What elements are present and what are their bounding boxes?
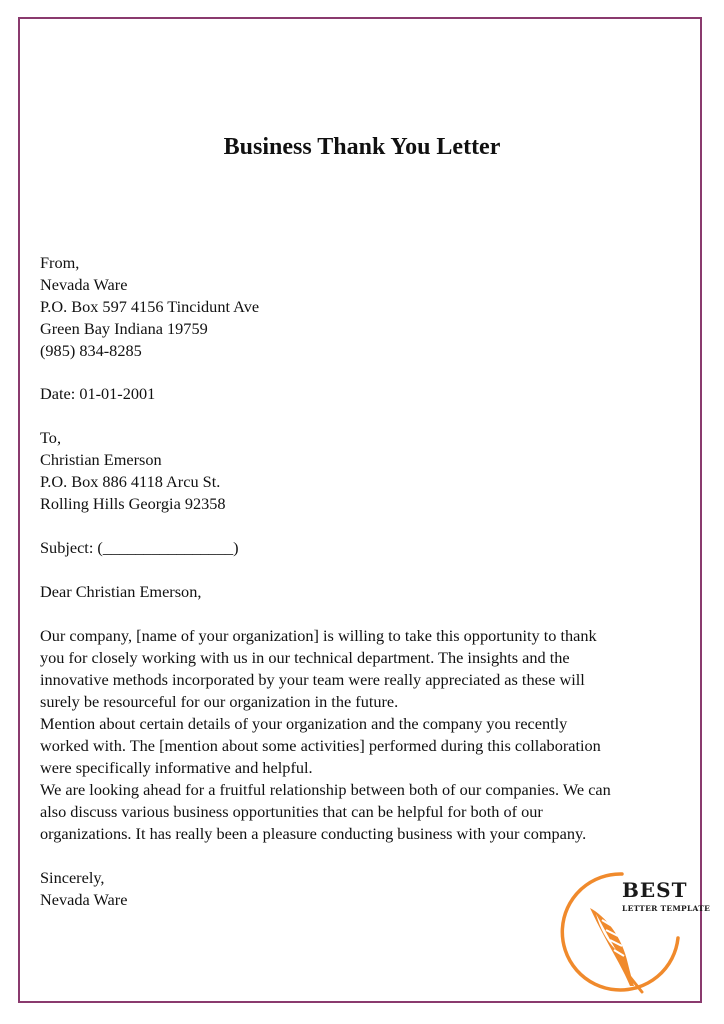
logo-title: BEST	[622, 878, 688, 902]
recipient-name: Christian Emerson	[40, 450, 162, 469]
quill-feather-icon	[590, 908, 642, 992]
recipient-address-line1: P.O. Box 886 4118 Arcu St.	[40, 472, 221, 491]
body-line: were specifically informative and helpful.	[40, 758, 313, 777]
letter-body	[40, 625, 690, 845]
logo-subtitle: LETTER TEMPLATE	[622, 904, 711, 913]
date-block	[40, 383, 690, 405]
recipient-block	[40, 427, 690, 515]
closing: Sincerely,	[40, 868, 105, 887]
body-line: surely be resourceful for our organization in the future.	[40, 692, 399, 711]
sender-address-line2: Green Bay Indiana 19759	[40, 319, 208, 338]
paragraph-3	[40, 779, 690, 845]
body-line: innovative methods incorporated by your team were really appreciated as these will	[40, 670, 585, 689]
recipient-address-line2: Rolling Hills Georgia 92358	[40, 494, 226, 513]
sender-block	[40, 252, 690, 362]
body-line: We are looking ahead for a fruitful relationship between both of our companies. We can	[40, 780, 611, 799]
paragraph-2	[40, 713, 690, 779]
sender-name: Nevada Ware	[40, 275, 128, 294]
salutation: Dear Christian Emerson,	[40, 582, 202, 601]
body-line: also discuss various business opportunities that can be helpful for both of our	[40, 802, 543, 821]
letter-title: Business Thank You Letter	[223, 134, 501, 160]
signature-name: Nevada Ware	[40, 890, 128, 909]
salutation-block	[40, 581, 690, 603]
paragraph-1	[40, 625, 690, 713]
sender-address-line1: P.O. Box 597 4156 Tincidunt Ave	[40, 297, 260, 316]
subject-line: Subject: (________________)	[40, 538, 239, 557]
from-label: From,	[40, 253, 80, 272]
body-line: Our company, [name of your organization] is willing to take this opportunity to thank	[40, 626, 597, 645]
body-line: you for closely working with us in our technical department. The insights and the	[40, 648, 570, 667]
subject-block	[40, 537, 690, 559]
body-line: Mention about certain details of your organization and the company you recently	[40, 714, 568, 733]
body-line: worked with. The [mention about some activities] performed during this collaboration	[40, 736, 601, 755]
body-line: organizations. It has really been a pleasure conducting business with your company.	[40, 824, 587, 843]
to-label: To,	[40, 428, 62, 447]
letter-date: Date: 01-01-2001	[40, 384, 156, 403]
sender-phone: (985) 834-8285	[40, 341, 142, 360]
